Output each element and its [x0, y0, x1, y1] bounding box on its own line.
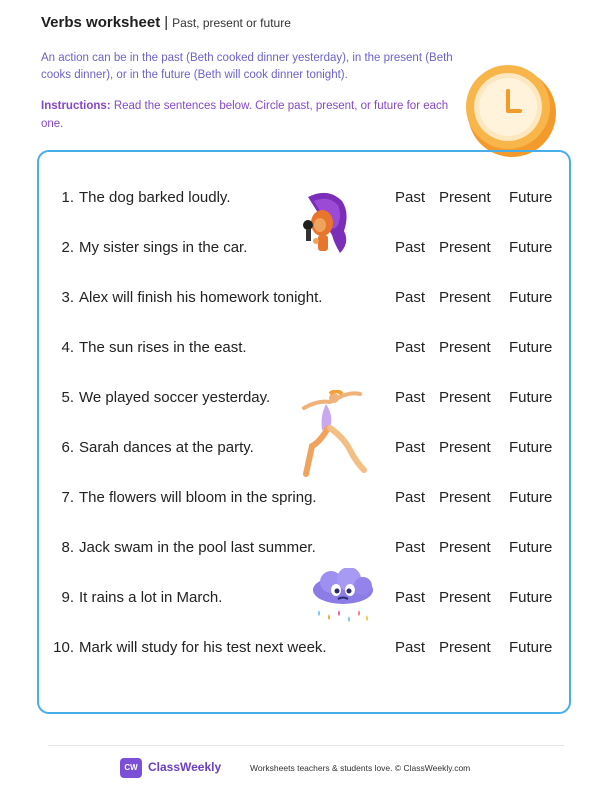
question-number: 6.	[61, 439, 74, 456]
question-row	[46, 536, 566, 560]
question-number: 3.	[61, 289, 74, 306]
option-past[interactable]: Past	[395, 239, 426, 256]
question-text	[46, 386, 270, 410]
question-sentence: It rains a lot in March.	[79, 589, 223, 606]
question-row	[46, 586, 566, 610]
dancer-illustration	[300, 390, 368, 478]
question-row	[46, 336, 566, 360]
question-text	[46, 586, 222, 610]
rain-cloud-illustration	[309, 568, 377, 626]
option-future[interactable]: Future	[509, 239, 553, 256]
option-present[interactable]: Present	[439, 539, 491, 556]
option-present[interactable]: Present	[439, 239, 491, 256]
instructions-text: Read the sentences below. Circle past, present, or future for each one.	[41, 100, 449, 130]
option-future[interactable]: Future	[509, 639, 553, 656]
option-future[interactable]: Future	[509, 489, 553, 506]
option-past[interactable]: Past	[395, 339, 426, 356]
title-separator: |	[164, 14, 169, 31]
option-present[interactable]: Present	[439, 639, 491, 656]
singer-illustration	[298, 191, 354, 259]
question-sentence: The dog barked loudly.	[79, 189, 231, 206]
question-sentence: We played soccer yesterday.	[79, 389, 271, 406]
question-number: 1.	[61, 189, 74, 206]
option-present[interactable]: Present	[439, 339, 491, 356]
worksheet-title	[41, 14, 291, 31]
question-text	[46, 436, 254, 460]
question-text	[46, 236, 247, 260]
question-sentence: Sarah dances at the party.	[79, 439, 254, 456]
option-present[interactable]: Present	[439, 389, 491, 406]
question-number: 2.	[61, 239, 74, 256]
classweekly-logo: CW	[120, 758, 142, 778]
question-text	[46, 486, 317, 510]
question-number: 5.	[61, 389, 74, 406]
question-sentence: The sun rises in the east.	[79, 339, 247, 356]
instructions	[41, 97, 461, 133]
option-present[interactable]: Present	[439, 589, 491, 606]
question-row	[46, 486, 566, 510]
footer-tagline: Worksheets teachers & students love. © ClassWeekly.com	[250, 763, 471, 773]
question-sentence: Jack swam in the pool last summer.	[79, 539, 316, 556]
option-present[interactable]: Present	[439, 189, 491, 206]
question-number: 8.	[61, 539, 74, 556]
question-sentence: Alex will finish his homework tonight.	[79, 289, 323, 306]
option-present[interactable]: Present	[439, 489, 491, 506]
option-future[interactable]: Future	[509, 589, 553, 606]
option-future[interactable]: Future	[509, 389, 553, 406]
option-past[interactable]: Past	[395, 539, 426, 556]
option-future[interactable]: Future	[509, 439, 553, 456]
option-past[interactable]: Past	[395, 389, 426, 406]
option-past[interactable]: Past	[395, 489, 426, 506]
option-future[interactable]: Future	[509, 289, 553, 306]
option-present[interactable]: Present	[439, 289, 491, 306]
question-sentence: My sister sings in the car.	[79, 239, 248, 256]
title-subtitle: Past, present or future	[172, 16, 291, 30]
option-future[interactable]: Future	[509, 339, 553, 356]
footer-divider	[48, 745, 564, 746]
question-text	[46, 336, 247, 360]
brand-name: ClassWeekly	[148, 760, 222, 774]
question-text	[46, 186, 231, 210]
clock-icon	[462, 63, 558, 159]
question-number: 9.	[61, 589, 74, 606]
option-present[interactable]: Present	[439, 439, 491, 456]
option-future[interactable]: Future	[509, 539, 553, 556]
option-future[interactable]: Future	[509, 189, 553, 206]
question-number: 7.	[61, 489, 74, 506]
option-past[interactable]: Past	[395, 589, 426, 606]
instructions-label: Instructions:	[41, 100, 111, 112]
question-row	[46, 636, 566, 660]
question-number: 10.	[53, 639, 74, 656]
question-sentence: Mark will study for his test next week.	[79, 639, 327, 656]
question-number: 4.	[61, 339, 74, 356]
question-text	[46, 286, 322, 310]
option-past[interactable]: Past	[395, 639, 426, 656]
question-sentence: The flowers will bloom in the spring.	[79, 489, 317, 506]
intro-text: An action can be in the past (Beth cooked dinner yesterday), in the present (Beth cooks dinner), or in the future (Beth will cook dinner tonight).	[41, 52, 453, 81]
question-text	[46, 536, 316, 560]
question-row	[46, 286, 566, 310]
option-past[interactable]: Past	[395, 439, 426, 456]
option-past[interactable]: Past	[395, 289, 426, 306]
question-text	[46, 636, 327, 660]
option-past[interactable]: Past	[395, 189, 426, 206]
title-main: Verbs worksheet	[41, 14, 161, 31]
